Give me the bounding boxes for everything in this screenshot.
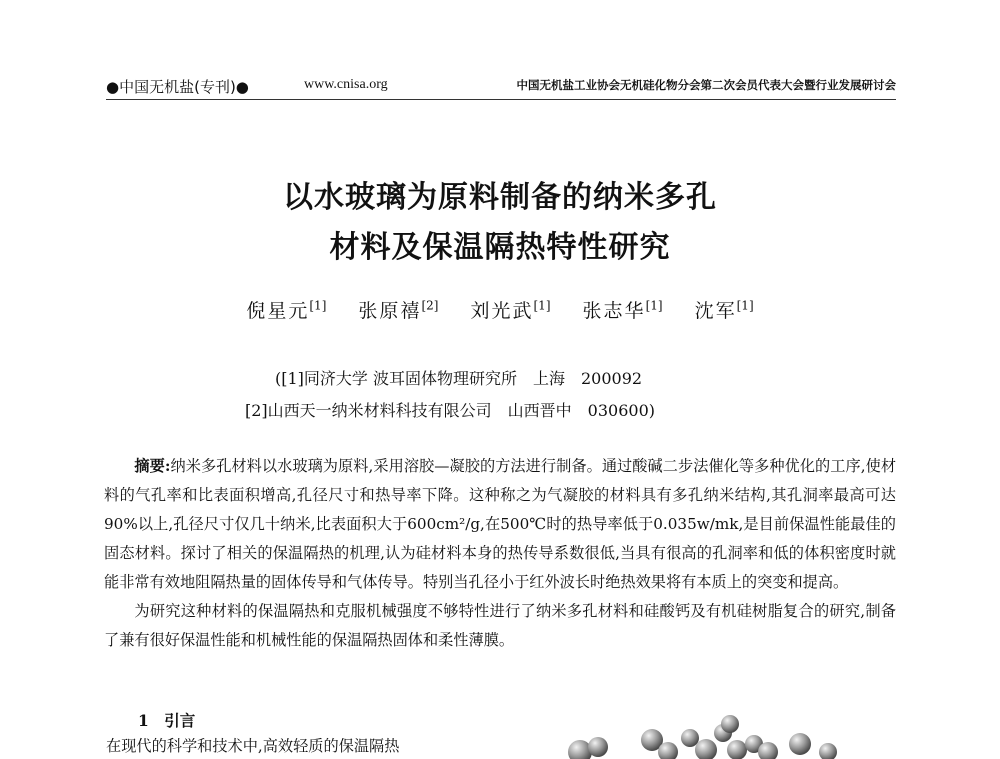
author-ref: [1]	[533, 298, 551, 313]
abstract	[104, 452, 896, 655]
author-name: 刘光武	[470, 300, 534, 322]
page-header	[106, 76, 896, 98]
paper-title-line1: 以水玻璃为原料制备的纳米多孔	[283, 180, 717, 215]
paper-title-line2: 材料及保温隔热特性研究	[329, 230, 671, 265]
nanoparticle-figure	[540, 700, 870, 759]
author-ref: [2]	[421, 298, 439, 313]
conference-name: 中国无机盐工业协会无机硅化物分会第二次会员代表大会暨行业发展研讨会	[516, 78, 896, 92]
author-list	[0, 296, 1000, 323]
author-name: 张志华	[582, 300, 646, 322]
author	[470, 300, 550, 322]
author-ref: [1]	[736, 298, 754, 313]
author	[358, 300, 438, 322]
author-name: 倪星元	[246, 300, 310, 322]
header-divider	[106, 99, 896, 100]
journal-name: ●中国无机盐(专刊)●	[106, 78, 249, 96]
author-name: 沈军	[694, 300, 737, 322]
author	[583, 300, 663, 322]
section-heading: 1 引言	[138, 711, 196, 730]
author-ref: [1]	[645, 298, 663, 313]
abstract-text: 纳米多孔材料以水玻璃为原料,采用溶胶—凝胶的方法进行制备。通过酸碱二步法催化等多种优化的工序,使材料的气孔率和比表面积增高,孔径尺寸和热导率下降。这种称之为气凝胶的材料具有多孔纳米结构,其孔洞率最高可达90%以上,孔径尺寸仅几十纳米,比表面积大于600cm²/g,在500℃时的热导率低于0.035w/mk,是目前保温性能最佳的固态材料。探讨了相关的保温隔热的机理,认为硅材料本身的热传导系数很低,当具有很高的孔洞率和低的体积密度时就能非常有效地阻隔热量的固体传导和气体传导。特别当孔径小于红外波长时绝热效果将有本质上的突变和提高。	[104, 457, 897, 591]
abstract-label: 摘要:	[134, 457, 171, 475]
author-ref: [1]	[309, 298, 327, 313]
author	[695, 300, 754, 322]
abstract-paragraph-1	[104, 452, 896, 597]
author	[246, 300, 326, 322]
affiliation-2: [2]山西天一纳米材料科技有限公司 山西晋中 030600)	[245, 401, 655, 420]
section-text: 在现代的科学和技术中,高效轻质的保温隔热	[106, 737, 400, 755]
abstract-paragraph-2: 为研究这种材料的保温隔热和克服机械强度不够特性进行了纳米多孔材料和硅酸钙及有机硅树脂复合的研究,制备了兼有很好保温性能和机械性能的保温隔热固体和柔性薄膜。	[104, 602, 896, 649]
journal-url: www.cnisa.org	[304, 77, 388, 92]
author-name: 张原禧	[358, 300, 422, 322]
affiliation-1: ([1]同济大学 波耳固体物理研究所 上海 200092	[275, 369, 643, 388]
